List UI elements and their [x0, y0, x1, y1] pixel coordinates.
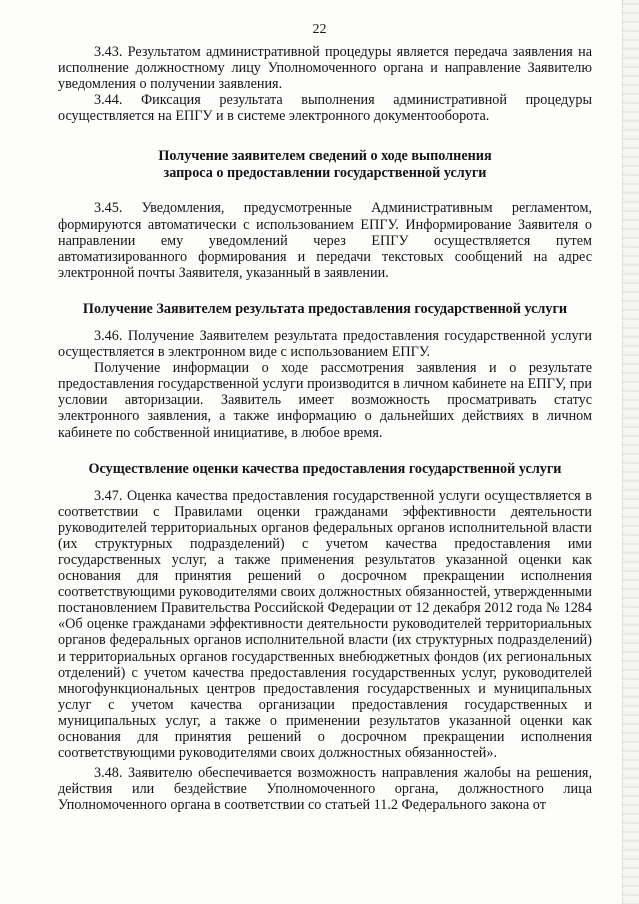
section-heading-result-receipt: Получение Заявителем результата предоставления государственной услуги: [82, 300, 568, 317]
section-heading-quality-assessment: Осуществление оценки качества предоставления государственной услуги: [88, 460, 562, 477]
paragraph-3-46: 3.46. Получение Заявителем результата предоставления государственной услуги осуществляется в электронном виде с использованием ЕПГУ.: [58, 327, 592, 361]
paragraph-3-47: 3.47. Оценка качества предоставления государственной услуги осуществляется в соответствии с Правилами оценки гражданами эффективности деятельности руководителей территориальных органов федеральных органов исполнительной власти (их структурных подразделений) с учетом качества предоставления ими государственных услуг, а также применения результатов указанной оценки как основания для принятия решений о досрочном прекращении исполнения соответствующими руководителями своих должностных обязанностей, утвержденными постановлением Правительства Российской Федерации от 12 декабря 2012 года № 1284 «Об оценке гражданами эффективности деятельности руководителей территориальных органов федеральных органов исполнительной власти (их структурных подразделений) и территориальных органов государственных внебюджетных фондов (их региональных отделений) с учетом качества предоставления государственных услуг, руководителей многофункциональных центров предоставления государственных и муниципальных услуг с учетом качества организации предоставления государственных и муниципальных услуг, а также о применении результатов указанной оценки как основания для принятия решений о досрочном прекращении исполнения соответствующими руководителями своих должностных обязанностей».: [58, 487, 592, 762]
heading-line-2: запроса о предоставлении государственной услуги: [163, 165, 487, 182]
paragraph-3-43: 3.43. Результатом административной процедуры является передача заявления на исполнение должностному лицу Уполномоченного органа и направление Заявителю уведомления о получении заявления.: [58, 44, 592, 93]
heading-line-1: Получение заявителем сведений о ходе выполнения: [158, 148, 492, 165]
section-heading-request-status: [58, 148, 592, 182]
paragraph-3-44: 3.44. Фиксация результата выполнения административной процедуры осуществляется на ЕПГУ и в системе электронного документооборота.: [58, 92, 592, 125]
paragraph-3-45: 3.45. Уведомления, предусмотренные Административным регламентом, формируются автоматически с использованием ЕПГУ. Информирование Заявителя о направлении ему уведомлений через ЕПГУ осуществляется путем автоматизированного формирования и передачи текстовых сообщений на адрес электронной почты Заявителя, указанный в заявлении.: [58, 200, 592, 281]
scan-edge-shading: [622, 0, 639, 904]
page-number: 22: [312, 22, 327, 37]
paragraph-3-48: 3.48. Заявителю обеспечивается возможность направления жалобы на решения, действия или бездействие Уполномоченного органа, должностного лица Уполномоченного органа в соответствии со статьей 11.2 Федерального закона от: [58, 765, 592, 814]
document-body: [58, 44, 592, 813]
paragraph-3-46-continued: Получение информации о ходе рассмотрения заявления и о результате предоставления государственной услуги производится в личном кабинете на ЕПГУ, при условии авторизации. Заявитель имеет возможность просматривать статус электронного заявления, а также информацию о дальнейших действиях в личном кабинете по собственной инициативе, в любое время.: [58, 360, 592, 441]
